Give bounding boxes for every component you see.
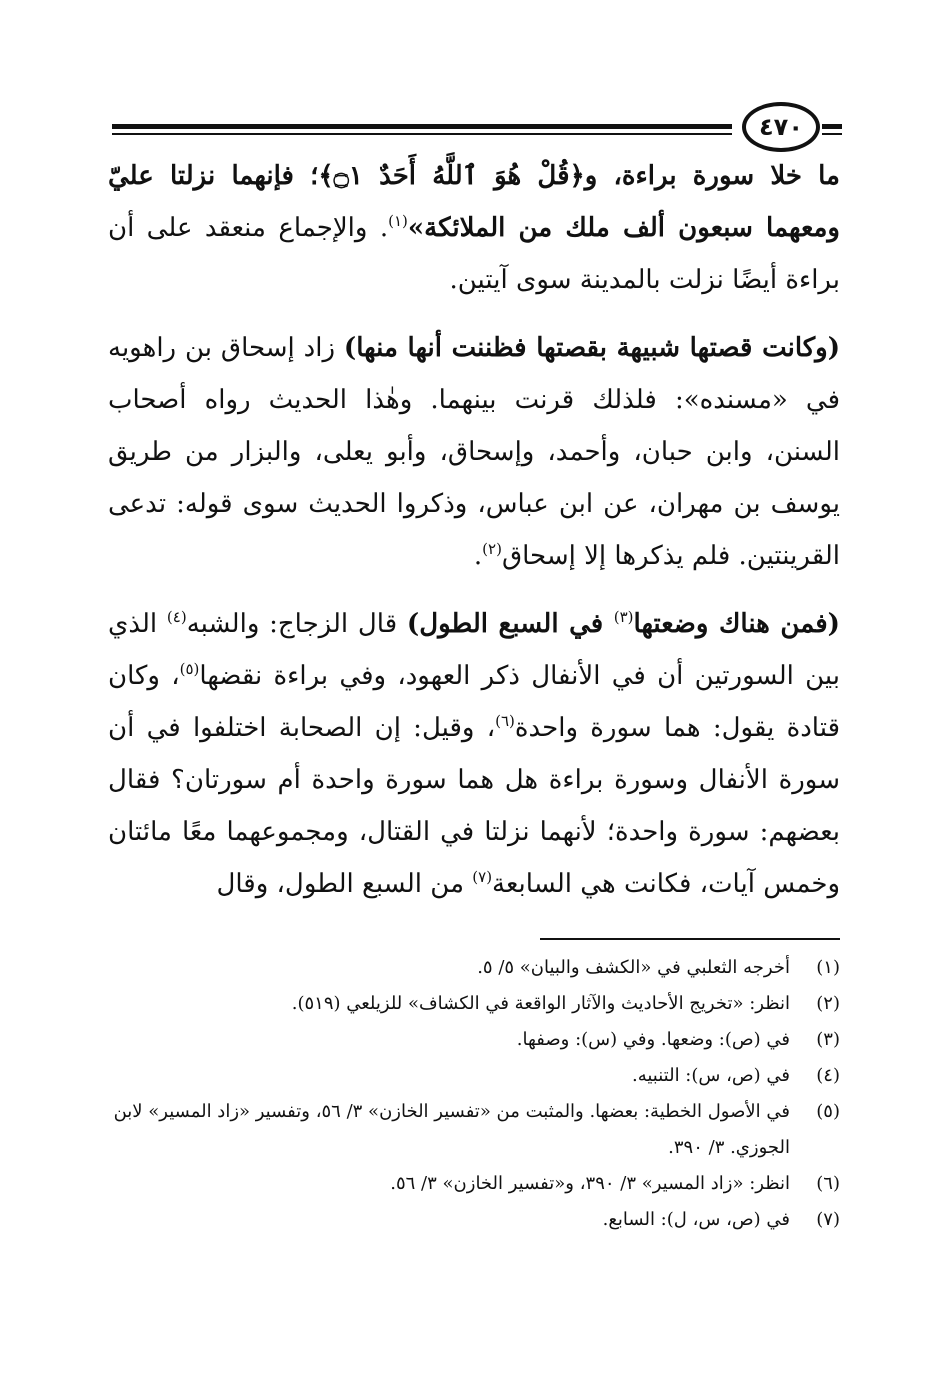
bold-text: في السبع الطول) [406, 609, 614, 639]
body-text-segment: قال الزجاج: والشبه [186, 609, 407, 639]
footnote-marker[interactable]: (٦) [495, 712, 515, 730]
footnote-marker[interactable]: (٤) [166, 608, 187, 626]
footnote-number: (٦) [816, 1173, 840, 1194]
bold-text: (فمن هناك وضعتها [633, 609, 840, 639]
footnotes [108, 950, 840, 1238]
body-text-segment: ، وكان قتادة يقول: هما سورة واحدة [108, 661, 841, 743]
footnote-text: في (ص، س): التنبيه. [631, 1065, 790, 1086]
footnote-item [108, 1166, 840, 1202]
footnote-number: (٢) [816, 993, 840, 1014]
paragraph-3 [108, 598, 840, 910]
footnote-text: في الأصول الخطية: بعضها. والمثبت من «تفسير الخازن» ٣/ ٥٦، وتفسير «زاد المسير» لابن الجوزي. ٣/ ٣٩٠. [113, 1101, 790, 1158]
bold-text: (وكانت قصتها شبيهة بقصتها فظننت أنها منها) [343, 333, 840, 363]
footnote-text: في (ص): وضعها. وفي (س): وصفها. [516, 1029, 790, 1050]
body-text-segment: زاد إسحاق بن راهويه في «مسنده»: فلذلك قرنت بينهما. وهٰذا الحديث رواه أصحاب السنن، وابن حبان، وأحمد، وإسحاق، وأبو يعلى، والبزار من طريق يوسف بن مهران، عن ابن عباس، وذكروا الحديث سوى قوله: تدعى القرينتين. فلم يذكرها إلا إسحاق [108, 333, 840, 571]
header-rule-right [822, 124, 842, 129]
footnote-separator [540, 938, 840, 940]
main-text [108, 150, 840, 926]
footnote-item [108, 1058, 840, 1094]
paragraph-1 [108, 150, 840, 306]
footnote-marker[interactable]: (٧) [472, 868, 493, 886]
footnote-marker[interactable]: (٢) [482, 540, 502, 558]
page-number: ٤٧٠ [742, 102, 820, 152]
page-header [112, 100, 842, 156]
footnote-number: (٣) [816, 1029, 840, 1050]
footnote-marker[interactable]: (١) [388, 212, 408, 230]
footnote-text: انظر: «زاد المسير» ٣/ ٣٩٠، و«تفسير الخازن» ٣/ ٥٦. [390, 1173, 790, 1194]
bold-text: ما خلا سورة براءة، و﴿قُلْ هُوَ ٱللَّهُ أَحَدٌ ۝١﴾؛ فإنهما نزلتا عليّ ومعهما سبعون ألف ملك من الملائكة» [108, 161, 840, 243]
body-text-segment: الذي بين السورتين أن في الأنفال ذكر العهود، وفي براءة نقضها [108, 609, 841, 691]
header-rule-right-thin [822, 133, 842, 135]
footnote-number: (٧) [816, 1209, 840, 1230]
body-text-segment: ، وقيل: إن الصحابة اختلفوا في أن سورة الأنفال وسورة براءة هل هما سورة واحدة أم سورتان؟ فقال بعضهم: سورة واحدة؛ لأنهما نزلتا في القتال، ومجموعهما معًا مائتان وخمس آيات، فكانت هي السابعة [108, 713, 840, 899]
footnote-text: انظر: «تخريج الأحاديث والآثار الواقعة في الكشاف» للزيلعي (٥١٩). [291, 993, 790, 1014]
paragraph-2 [108, 322, 840, 582]
footnote-number: (٥) [816, 1101, 840, 1122]
header-rule-thin [112, 133, 732, 135]
footnote-item [108, 1202, 840, 1238]
footnote-marker[interactable]: (٥) [179, 660, 200, 678]
footnote-item [108, 1022, 840, 1058]
footnote-item [108, 950, 840, 986]
footnote-text: في (ص، س، ل): السابع. [602, 1209, 790, 1230]
footnote-number: (١) [816, 957, 840, 978]
footnote-text: أخرجه الثعلبي في «الكشف والبيان» ٥/ ٥. [477, 957, 790, 978]
footnote-number: (٤) [816, 1065, 840, 1086]
footnote-item [108, 1094, 840, 1166]
body-text-segment: . [473, 541, 483, 571]
body-text-segment: من السبع الطول، وقال [216, 869, 473, 899]
header-rule-thick [112, 124, 732, 129]
footnote-marker[interactable]: (٣) [613, 608, 634, 626]
footnote-item [108, 986, 840, 1022]
body-text-segment: . والإجماع منعقد على أن براءة أيضًا نزلت بالمدينة سوى آيتين. [108, 213, 840, 295]
